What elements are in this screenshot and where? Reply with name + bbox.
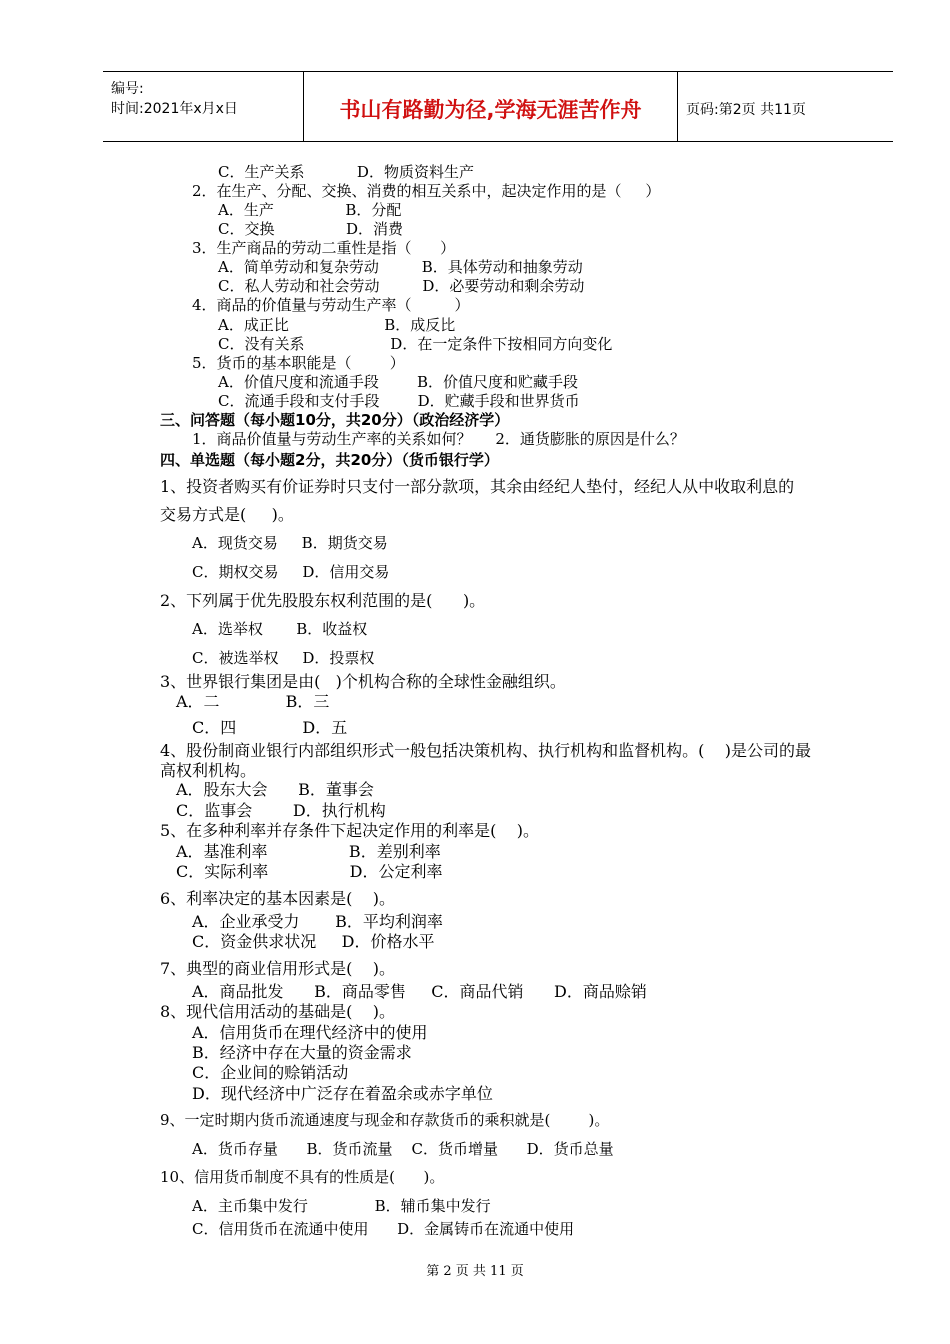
question: 8、现代信用活动的基础是( )。 [160,1002,396,1021]
option-line: C．企业间的赊销活动 [192,1063,349,1082]
question: 7、典型的商业信用形式是( )。 [160,959,396,978]
page-label: 页码:第2页 共11页 [686,102,806,118]
option-line: A．选举权 B．收益权 [192,620,368,638]
option-line: B．经济中存在大量的资金需求 [192,1043,412,1062]
page-footer: 第 2 页 共 11 页 [426,1264,524,1279]
question: 3、世界银行集团是由( )个机构合称的全球性金融组织。 [160,672,566,691]
option-line: A．企业承受力 B．平均利润率 [192,912,443,931]
option-line: A．现货交易 B．期货交易 [192,534,388,552]
option-line: A．商品批发 B．商品零售 C．商品代销 D．商品赊销 [192,982,647,1001]
question: 2、下列属于优先股股东权利范围的是( )。 [160,591,486,610]
option-line: C．资金供求状况 D．价格水平 [192,932,435,951]
question: 4．商品的价值量与劳动生产率（ ） [192,296,470,314]
section-heading: 三、问答题（每小题10分，共20分）（政治经济学） [160,411,510,429]
option-line: A．基准利率 B．差别利率 [176,842,441,861]
question: 5．货币的基本职能是（ ） [192,354,405,372]
question: 1、投资者购买有价证券时只支付一部分款项，其余由经纪人垫付，经纪人从中收取利息的 [160,477,795,496]
option-line: C．实际利率 D．公定利率 [176,862,443,881]
option-line: A．股东大会 B．董事会 [176,780,374,799]
header-table [103,71,893,142]
option-line: A．简单劳动和复杂劳动 B．具体劳动和抽象劳动 [218,258,583,276]
option-line: C．信用货币在流通中使用 D．金属铸币在流通中使用 [192,1220,575,1238]
header-center-cell [304,72,678,141]
option-line: C．交换 D．消费 [218,220,404,238]
option-line: A．货币存量 B．货币流量 C．货币增量 D．货币总量 [192,1140,614,1158]
question: 3．生产商品的劳动二重性是指（ ） [192,239,456,257]
option-line: C．被选举权 D．投票权 [192,649,375,667]
header-right-cell [678,72,893,141]
option-line: A．主币集中发行 B．辅币集中发行 [192,1197,491,1215]
question: 1．商品价值量与劳动生产率的关系如何？ 2．通货膨胀的原因是什么？ [192,430,685,448]
option-line: A．信用货币在理代经济中的使用 [192,1023,428,1042]
option-line: D．现代经济中广泛存在着盈余或赤字单位 [192,1084,493,1103]
question: 5、在多种利率并存条件下起决定作用的利率是( )。 [160,821,540,840]
option-line: C．监事会 D．执行机构 [176,801,386,820]
question-continued: 高权利机构。 [160,761,257,780]
question: 4、股份制商业银行内部组织形式一般包括决策机构、执行机构和监督机构。( )是公司的最 [160,741,812,760]
text-line: C．生产关系 D．物质资料生产 [218,163,474,181]
question-continued: 交易方式是( )。 [160,505,294,524]
option-line: A．二 B．三 [176,692,330,711]
option-line: C．没有关系 D．在一定条件下按相同方向变化 [218,335,613,353]
option-line: C．私人劳动和社会劳动 D．必要劳动和剩余劳动 [218,277,585,295]
question: 9、一定时期内货币流通速度与现金和存款货币的乘积就是( )。 [160,1111,610,1129]
option-line: A．价值尺度和流通手段 B．价值尺度和贮藏手段 [218,373,579,391]
question: 10、信用货币制度不具有的性质是( )。 [160,1168,445,1186]
option-line: A．生产 B．分配 [218,201,402,219]
date-label: 时间:2021年x月x日 [111,101,238,117]
motto: 书山有路勤为径,学海无涯苦作舟 [339,98,642,122]
question: 2．在生产、分配、交换、消费的相互关系中，起决定作用的是（ ） [192,182,661,200]
header-left-cell [103,72,304,141]
question: 6、利率决定的基本因素是( )。 [160,889,396,908]
option-line: A．成正比 B．成反比 [218,316,456,334]
section-heading: 四、单选题（每小题2分，共20分）（货币银行学） [160,451,499,469]
option-line: C．四 D．五 [192,718,348,737]
option-line: C．流通手段和支付手段 D．贮藏手段和世界货币 [218,392,580,410]
id-label: 编号: [111,81,144,97]
option-line: C．期权交易 D．信用交易 [192,563,390,581]
